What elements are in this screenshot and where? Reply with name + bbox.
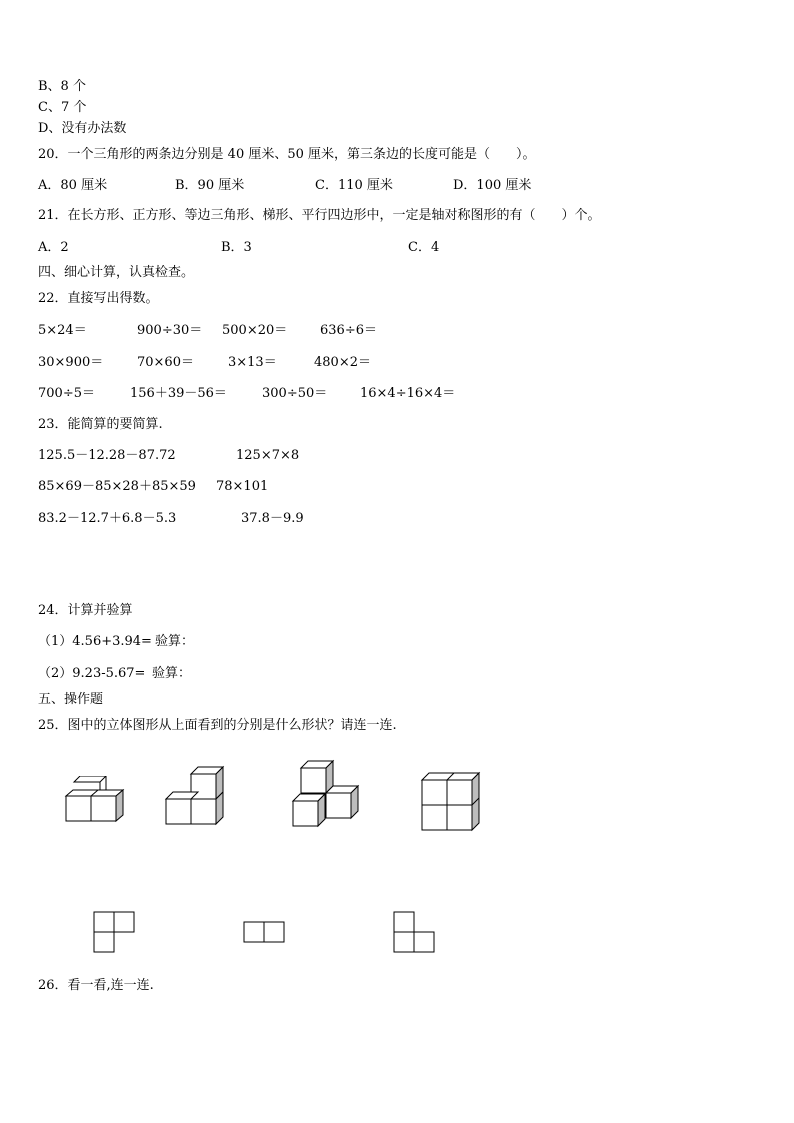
solid-figure-4 [418, 768, 488, 836]
q24-check-label: 验算： [155, 634, 195, 649]
q24-expr: （1）4.56+3.94= [38, 634, 152, 649]
q22-expr: 500×20＝ [222, 323, 288, 338]
q23-expr: 37.8－9.9 [241, 511, 304, 526]
q22-expr: 900÷30＝ [137, 323, 203, 338]
q20-option-a: A．80 厘米 [38, 178, 108, 193]
q21-option-c: C．4 [408, 240, 440, 255]
q22-expr: 16×4÷16×4＝ [360, 386, 456, 401]
solid-figure-2 [160, 762, 230, 828]
q22-stem: 22．直接写出得数。 [38, 291, 159, 306]
q20-option-c: C．110 厘米 [315, 178, 393, 193]
q22-expr: 700÷5＝ [38, 386, 95, 401]
q19-option-b: B、8 个 [38, 79, 86, 94]
top-view-figure-2 [243, 921, 287, 945]
q24-expr: （2）9.23-5.67= [38, 666, 146, 681]
q23-expr: 125.5－12.28－87.72 [38, 448, 176, 463]
q24-stem: 24．计算并验算 [38, 603, 133, 618]
q20-option-b: B．90 厘米 [175, 178, 245, 193]
q22-expr: 480×2＝ [314, 355, 371, 370]
solid-figure-1 [60, 776, 130, 826]
solid-figure-3 [288, 756, 364, 830]
top-view-figure-3 [393, 911, 437, 955]
q25-stem: 25．图中的立体图形从上面看到的分别是什么形状？请连一连. [38, 718, 397, 733]
q20-option-d: D．100 厘米 [453, 178, 532, 193]
q23-expr: 78×101 [216, 479, 269, 494]
top-view-figure-1 [93, 911, 137, 955]
q22-expr: 156＋39－56＝ [130, 386, 227, 401]
q22-expr: 5×24＝ [38, 323, 87, 338]
q23-expr: 83.2－12.7＋6.8－5.3 [38, 511, 177, 526]
q22-expr: 3×13＝ [228, 355, 277, 370]
q21-option-b: B．3 [221, 240, 252, 255]
q22-expr: 300÷50＝ [262, 386, 328, 401]
q22-expr: 30×900＝ [38, 355, 104, 370]
q19-option-c: C、7 个 [38, 100, 87, 115]
q24-check-label: 验算： [152, 666, 192, 681]
q20-stem: 20．一个三角形的两条边分别是 40 厘米、50 厘米，第三条边的长度可能是（ ）。 [38, 147, 536, 162]
section-4-title: 四、细心计算，认真检查。 [38, 265, 195, 280]
section-5-title: 五、操作题 [38, 692, 104, 707]
q22-expr: 636÷6＝ [320, 323, 377, 338]
q22-expr: 70×60＝ [137, 355, 194, 370]
q23-expr: 85×69－85×28＋85×59 [38, 479, 196, 494]
q19-option-d: D、没有办法数 [38, 121, 127, 136]
q21-stem: 21．在长方形、正方形、等边三角形、梯形、平行四边形中，一定是轴对称图形的有（ ）个。 [38, 208, 601, 223]
q26-stem: 26．看一看,连一连. [38, 978, 154, 993]
q21-option-a: A．2 [38, 240, 69, 255]
q23-expr: 125×7×8 [236, 448, 300, 463]
q23-stem: 23．能简算的要简算. [38, 417, 163, 432]
